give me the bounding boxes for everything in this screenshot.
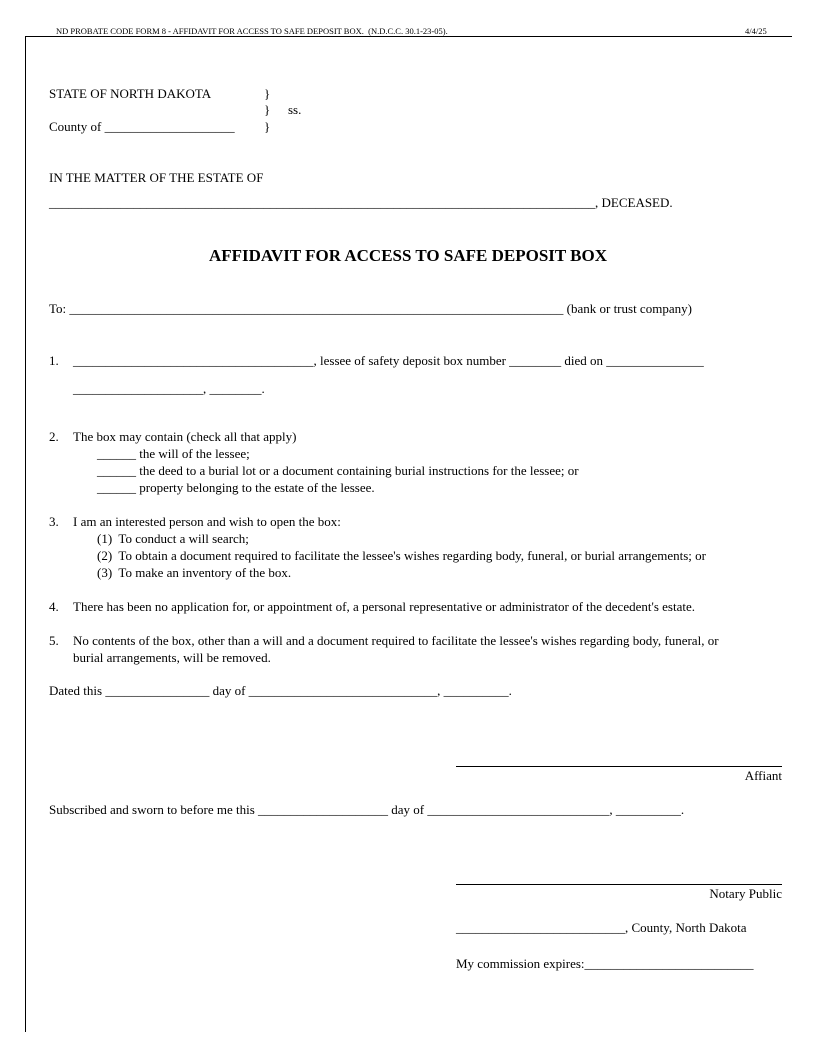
- item-2-option-1: ______ the will of the lessee;: [97, 446, 250, 461]
- item-2-text: The box may contain (check all that apply): [73, 429, 297, 444]
- subscribed-line: Subscribed and sworn to before me this ____________________ day of ____________________________, __________.: [49, 802, 685, 817]
- item-1-number: 1.: [49, 353, 59, 368]
- venue-state: STATE OF NORTH DAKOTA: [49, 86, 212, 101]
- affiant-signature-line: [456, 766, 782, 767]
- form-header-title: ND PROBATE CODE FORM 8 - AFFIDAVIT FOR ACCESS TO SAFE DEPOSIT BOX. (N.D.C.C. 30.1-23-05).: [56, 26, 448, 36]
- item-4-number: 4.: [49, 599, 59, 614]
- venue-brace-1: }: [264, 86, 271, 101]
- item-5-number: 5.: [49, 633, 59, 648]
- item-5-line-2: burial arrangements, will be removed.: [73, 650, 271, 665]
- item-3-option-2: (2) To obtain a document required to facilitate the lessee's wishes regarding body, funeral, or burial arrangements; or: [97, 548, 706, 563]
- to-line: To: ____________________________________________________________________________ (bank or trust company): [49, 301, 692, 316]
- item-2-option-2: ______ the deed to a burial lot or a document containing burial instructions for the lessee; or: [97, 463, 579, 478]
- estate-deceased-line: ____________________________________________________________________________________, DECEASED.: [49, 195, 673, 210]
- item-1-line-1: _____________________________________, lessee of safety deposit box number ________ died on _______________: [73, 353, 704, 368]
- item-4-text: There has been no application for, or appointment of, a personal representative or administrator of the decedent's estate.: [73, 599, 695, 614]
- item-1-line-2: ____________________, ________.: [73, 381, 265, 396]
- notary-county-line: __________________________, County, North Dakota: [456, 920, 747, 935]
- item-3-option-3: (3) To make an inventory of the box.: [97, 565, 292, 580]
- left-margin-rule: [25, 36, 26, 1032]
- form-header-date: 4/4/25: [745, 26, 767, 36]
- document-title: AFFIDAVIT FOR ACCESS TO SAFE DEPOSIT BOX: [208, 246, 608, 265]
- header-rule: [25, 36, 792, 37]
- venue-ss: ss.: [288, 102, 302, 117]
- item-3-number: 3.: [49, 514, 59, 529]
- item-3-text: I am an interested person and wish to open the box:: [73, 514, 341, 529]
- item-2-number: 2.: [49, 429, 59, 444]
- venue-brace-3: }: [264, 119, 271, 134]
- estate-matter: IN THE MATTER OF THE ESTATE OF: [49, 170, 264, 185]
- notary-signature-line: [456, 884, 782, 885]
- item-2-option-3: ______ property belonging to the estate of the lessee.: [97, 480, 375, 495]
- venue-county: County of ____________________: [49, 119, 235, 134]
- item-5-line-1: No contents of the box, other than a will and a document required to facilitate the lessee's wishes regarding body, funeral, or: [73, 633, 719, 648]
- affiant-label: Affiant: [744, 768, 782, 783]
- item-3-option-1: (1) To conduct a will search;: [97, 531, 249, 546]
- dated-line: Dated this ________________ day of _____________________________, __________.: [49, 683, 512, 698]
- notary-label: Notary Public: [709, 886, 782, 901]
- commission-expires-line: My commission expires:__________________________: [456, 956, 754, 971]
- venue-brace-2: }: [264, 102, 271, 117]
